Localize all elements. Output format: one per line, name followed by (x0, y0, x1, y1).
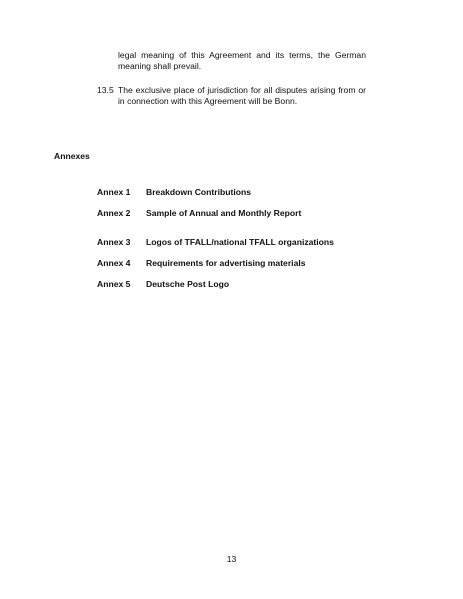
annex-number: Annex 5 (97, 279, 131, 289)
annex-title: Logos of TFALL/national TFALL organizations (146, 237, 334, 247)
annex-title: Breakdown Contributions (146, 187, 252, 197)
annex-number: Annex 2 (97, 208, 131, 218)
annex-title: Deutsche Post Logo (146, 279, 230, 289)
clause-number: 13.5 (97, 85, 114, 95)
continued-paragraph: legal meaning of this Agreement and its terms, the German meaning shall prevail. (118, 50, 366, 71)
clause-text: The exclusive place of jurisdiction for all disputes arising from or in connection with this Agreement will be Bonn. (118, 85, 366, 106)
annex-number: Annex 1 (97, 187, 131, 197)
annex-title: Requirements for advertising materials (146, 258, 306, 268)
annex-number: Annex 4 (97, 258, 131, 268)
annex-title: Sample of Annual and Monthly Report (146, 208, 302, 218)
annexes-heading: Annexes (54, 151, 90, 161)
annex-number: Annex 3 (97, 237, 131, 247)
page-number: 13 (226, 554, 237, 564)
